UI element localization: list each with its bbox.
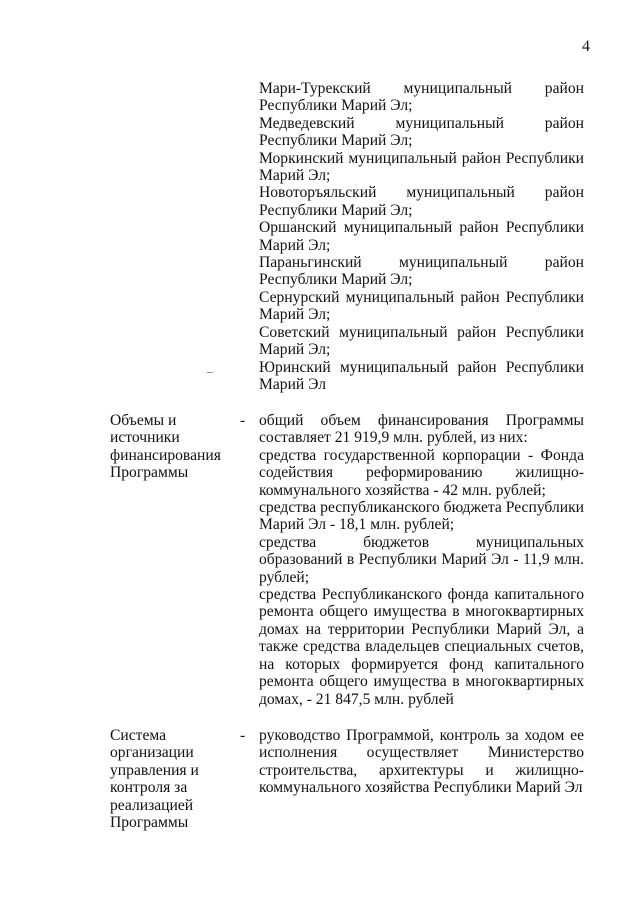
district-item: Сернурский муниципальный район Республики Марий Эл;	[259, 288, 584, 324]
funding-label-line: Программы	[110, 464, 189, 482]
district-item: Советский муниципальный район Республики Марий Эл;	[259, 323, 584, 359]
funding-label-line: Объемы и	[110, 412, 177, 429]
funding-label-line: источники	[110, 429, 180, 447]
management-text	[259, 727, 584, 797]
funding-paragraph: средства республиканского бюджета Республики Марий Эл - 18,1 млн. рублей;	[259, 499, 584, 534]
districts-list	[259, 80, 584, 393]
district-item: Юринский муниципальный район Республики Марий Эл	[259, 358, 584, 393]
funding-text	[259, 412, 584, 708]
scan-speck	[207, 372, 213, 373]
funding-paragraph: средства Республиканского фонда капитального ремонта общего имущества в многоквартирных домах на территории Республики Марий Эл, а также средства владельцев специальных счетов, на которых формируется фонд капитального ремонта общего имущества в многоквартирных домах, - 21 847,5 млн. рублей	[259, 586, 584, 708]
funding-label	[110, 412, 230, 482]
management-label-line: реализацией	[110, 796, 194, 814]
funding-dash: -	[240, 412, 246, 429]
district-item: Параньгинский муниципальный район Республики Марий Эл;	[259, 254, 584, 289]
funding-label-line: финансирования	[110, 446, 221, 464]
funding-paragraph: средства бюджетов муниципальных образований в Республики Марий Эл - 11,9 млн. рублей;	[259, 533, 584, 586]
page-number: 4	[582, 38, 590, 55]
management-dash: -	[240, 727, 246, 744]
management-label-line: Система	[110, 727, 167, 744]
management-paragraph: руководство Программой, контроль за ходом ее исполнения осуществляет Министерство строительства, архитектуры и жилищно-коммунального хозяйства Республики Марий Эл	[259, 727, 584, 797]
district-item: Медведевский муниципальный район Республики Марий Эл;	[259, 114, 584, 150]
management-label	[110, 727, 230, 831]
management-label-line: управления и	[110, 761, 199, 779]
management-label-line: контроля за	[110, 779, 188, 797]
funding-paragraph: средства государственной корпорации - Фонда содействия реформированию жилищно-коммунального хозяйства - 42 млн. рублей;	[259, 446, 584, 499]
management-label-line: Программы	[110, 814, 189, 832]
district-item: Моркинский муниципальный район Республики Марий Эл;	[259, 149, 584, 185]
funding-paragraph: общий объем финансирования Программы составляет 21 919,9 млн. рублей, из них:	[259, 412, 584, 447]
district-item: Новоторъяльский муниципальный район Республики Марий Эл;	[259, 184, 584, 219]
management-label-line: организации	[110, 744, 194, 762]
district-item: Оршанский муниципальный район Республики Марий Эл;	[259, 219, 584, 254]
district-item: Мари-Турекский муниципальный район Республики Марий Эл;	[259, 80, 584, 115]
